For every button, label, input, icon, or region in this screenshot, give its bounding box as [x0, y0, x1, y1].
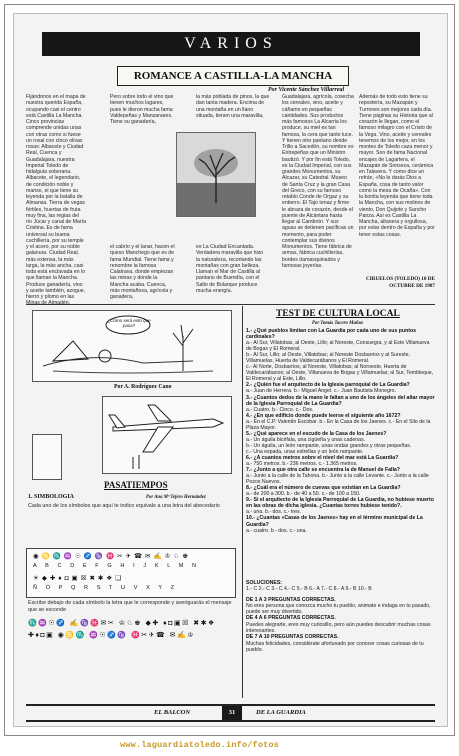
- answer-option: a.- Al Sur, Villatobas, al Oeste, Lillo; al Noreste, Consuegra, y al Este Villanueva de Bogas y El Romeral.: [246, 340, 430, 353]
- article-column-1: Fijándonos en el mapa de nuestra querida España, ocupando casi el centro está Castilla La Mancha. Cinco provincias comprende unidas unas con otras como si fuese un rosal con cinco olivas rosas: Albacete y Ciudad Real, Cuenca y Guadalajara, nuestra Imperial Toledo de hidalguía soberana. Albacete, el legendario, de condición noble y manso, el que tiene su leyenda por la batalla de Almansa. Tierra de vegas fértiles, huertas de fruta muy fina, las regias del río Júcar y canal de María Cristina. Es de fama universal su buena cuchillería, por su temple y el acero, por su noble galanura. Ciudad Real, más extensa, la más larga, la más ancha, casi toda está enclavada en lo que llaman la Mancha. Produce ganadería, vino y aceite también, azogue, hierro y plomo en las: [26, 94, 86, 300]
- tree-photo: [176, 132, 256, 217]
- article-column-2a: Pero sobre todo el vino que tienen muchos lugares, pues le dieron mucha fama Valdepeñas y Manzanares. Tiene su ganadería,: [110, 94, 174, 125]
- solutions-list: 1.- C 2.- C 3.- C 4.- C 5.- B 6.- A 7.- C 8.- A 9.- B 10.- B: [246, 586, 372, 593]
- question: 10.- ¿Cuantas «Casas de los Jaenes» hay en el término municipal de La Guardia?: [246, 515, 423, 528]
- footer-left: EL BALCON: [154, 709, 191, 716]
- letter-row: A B C D E F G H I J K L M N: [33, 563, 200, 569]
- question: 2.- ¿Quién fue el arquitecto de la Iglesia parroquial de La Guardia?: [246, 382, 410, 389]
- score-heading: DE 4 A 6 PREGUNTAS CORRECTAS.: [246, 615, 336, 622]
- solutions-heading: SOLUCIONES:: [246, 580, 283, 586]
- photo-frame: [4, 4, 455, 736]
- page-footer: [26, 704, 435, 722]
- encoded-message: ♏♒☉♐ ✍♑♓✉✂ ♔♘♚ ◆✚ ♦◘▣☒ ✖✱❖ ✚♦◘▣ ◉♋♏ ♒☉♐♑ ♓✂✈☎ ✉✍♔: [28, 620, 216, 639]
- article-title: ROMANCE A CASTILLA-LA MANCHA: [117, 66, 349, 86]
- symbol-row: ◉♋♏♒☉♐♑♓✂✈☎✉✍♔♘♚: [33, 553, 192, 560]
- answer-option: a.- Junto a la calle de la Tahona. b.- Junto a la calle Levante. c.- Junto a la calle Pozos Nuevos.: [246, 473, 429, 486]
- article-column-3a: la más poblada de pinos, la que dan tanta madera. Encima de una montaña en un llano situada, tienen una maravilla,: [196, 94, 270, 119]
- question: 7.- ¿Junto a que otra calle se encuentra la de Manuel de Falla?: [246, 467, 400, 474]
- question: 1.- ¿Qué pueblos limitan con La Guardia por cada uno de sus puntos cardinales?: [246, 328, 417, 341]
- article-column-4: Guadalajara, agrícola, cosecha los cereales, vino, aceite y cáñamo en pequeñas cantidades. Sus productos más famosos La Alcarria los produce, su miel es tan famosa, la cera que tanto luce. Y tienen otro pantano desde Trillo a Sacedón, su nombre es Entrepeñas que un Ministro bautizó. Y por fin está Toledo, es la Ciudad Imperial, con sus grandes Monumentos, su Alcazar, su Catedral. Museo de Santa Cruz y la gran Casa del Greco, con su famoso retablo Conde de Orgaz y su entierro. El Tajo tenaz y firme le abraza de corazón, desde el puente de Alcántara hasta llegar al Cambrón. Y sus aguas se detienen pacíficas un momento, para poder contemplar sus divinos Monumentos. Tiene fábrica de armas, fábrica cuchillerías, bordes damasquinados y famosas joyerías.: [282, 94, 354, 269]
- answer-option: a.- una. b.- dos. c.- tres.: [246, 509, 302, 516]
- airplane-drawing: [102, 396, 232, 474]
- symbol-table: [26, 548, 236, 598]
- answer-option: a.- de 200 a 300. b.- de 40 a 50. c.- de 100 a 150.: [246, 491, 361, 498]
- question: 8.- ¿Cuál era el número de cuevas que existían en La Guardia?: [246, 485, 401, 492]
- score-text: Puedes alegrarte, eres muy curiosillo, pero aún puedes descubrir muchas cosas interesantes.: [246, 621, 431, 635]
- answer-option: a.- cuatro. b.- dos. c.- una.: [246, 527, 307, 534]
- answer-option: b.- Un águila, un león rampante, unas ondas grandes y otras pequeñas.: [246, 442, 412, 449]
- cartoon-drawing: [32, 310, 232, 382]
- score-heading: DE 1 A 3 PREGUNTAS CORRECTAS.: [246, 596, 336, 603]
- test-solutions: [246, 580, 436, 698]
- answer-option: a.- Un águila bicéfala, una cigüeña y unas cadenas.: [246, 436, 366, 443]
- score-text: Muchas felicidades, considérate afortunado por conocer cosas curiosas de tu pueblo.: [246, 640, 424, 653]
- question: 4.- ¿En que edificio donde puede leerse el siguiente año 1672?: [246, 412, 401, 419]
- question: 5.- ¿Qué aparece en el escudo de la Casa de los Jaenes?: [246, 430, 387, 437]
- answer-option: c.- Una espada, unas estrellas y un león rampante.: [246, 448, 364, 455]
- answer-option: c.- Al Norte, Dosbarrios; al Noreste, Villatobas; al Noroeste, Huerta de Valdecarábanos; al Oeste, Villanueva de Bogas y Villamuelas; al Sur, Tembleque, El Romeral y al Este, Lillo.: [246, 364, 434, 383]
- simbologia-intro: Cada uno de los símbolos que aquí te indico equivale a una letra del abecedario: [28, 503, 220, 509]
- test-title: TEST DE CULTURA LOCAL: [276, 309, 400, 319]
- section-header: VARIOS: [42, 32, 420, 56]
- pasatiempos-title: PASATIEMPOS: [104, 480, 168, 490]
- score-text: No eres persona que conozca mucho tu pueblo, animate e indaga en tu pasado, puede ser muy divertido.: [246, 602, 431, 616]
- question: 9.- Si el arquitecto de la Iglesia Parroquial de La Guardia, no hubiese muerto en las obras de dicha iglesia. ¿Cuantas torres hubiese tenido?.: [246, 497, 434, 510]
- simbologia-instruction: Escribe debajo de cada símbolo la letra que le corresponde y averiguarás el mensaje que se escondе: [28, 600, 232, 613]
- cartoon-speech: ¿Cómo será esto que pasa?: [107, 318, 151, 328]
- section-divider: [26, 304, 435, 305]
- answer-option: a.- En el C.P. Valentín Escobar. b.- En la Casa de los Jaenes. c.- En el Silo de la Plaza Mayor.: [246, 418, 431, 431]
- article-column-3b: es La Ciudad Encantada. Verdadera maravilla que hizo la naturaleza, recortando las montañas con gran belleza. Llaman el Mar de Castilla al pantano de Buendía, con el Salto de Bolarque produce mucha energía.: [196, 244, 264, 294]
- simbologia-heading: 1. SIMBOLOGIA: [28, 494, 75, 500]
- column-divider: [242, 306, 243, 698]
- answer-option: b.- Al Sur, Lillo; al Oeste, Villatobas; al Noreste Dosbarrios y al Sureste, Villamuelas, Huerta de Valdecarábanos y El Romeral.: [246, 352, 410, 365]
- page-number: 31: [222, 706, 242, 720]
- article-byline: Por Vicente Sánchez Villarreal: [268, 87, 345, 93]
- answer-option: a.- 750 metros. b.- 236 metros. c.- 1.365 metros.: [246, 461, 358, 468]
- symbol-row: ☀◆✚♦◘▣☒✖✱❖❑: [33, 575, 125, 582]
- pasatiempos-author: Por Ana Mª Tejero Hernández: [146, 495, 206, 500]
- small-drawing: [32, 434, 62, 480]
- watermark-url: www.laguardiatoledo.info/fotos: [120, 740, 280, 750]
- answer-option: a.- Juan de Herrera. b.- Miguel Angel. c.- Juan Bautista Monegro.: [246, 388, 396, 395]
- cartoon-caption: Por A. Rodríguez Cano: [114, 384, 172, 390]
- article-signature: CIRUELOS (TOLEDO) 10 DE OCTUBRE DE 1987: [366, 276, 435, 289]
- score-heading: DE 7 A 10 PREGUNTAS CORRECTAS.: [246, 634, 339, 641]
- test-questions: [246, 328, 436, 560]
- test-author: Por Tomás Tacero Muñoz: [312, 321, 363, 326]
- question: 6.- ¿A cuantos metros sobre el nivel del mar está La Guardia?: [246, 454, 399, 461]
- newspaper-page: [13, 13, 448, 727]
- article-column-2b: el cabrío y el lanar, hacen el queso Manchego que es de fama Mundial. Tiene fama y renombre la famosa Calatrava, donde empiezan las minas y donde la Mancha acaba. Cuenca, más montañosa, agrícola y ganadera,: [110, 244, 175, 300]
- article-column-5: Además de todo esto tiene su repostería, su Mazapán y Turrones son mejores cada día. Tiene páginas su Historia que al corazón le llegan, como el famoso milagro con el Cristo de la Vega. Vino, aceite y cereales tenemos de los mejor, en los montes de Toledo caza menor y mayor. Son de fama Nacional encajes de Lagartera, el Mazapán de Sonseca, cerámica en Talavera. Y como dice un refrán, «No le darás Dios a España, cosa de tanto valor como la mesa de Ocaña». Con la bonita leyenda que tiene toda la Mancha, con sus molinos de viento, Don Quijote y Sancho Panza. Así es Castilla La Mancha, altanera y orgullosa, por estar dentro de España y por tener estas cosas.: [359, 94, 435, 238]
- letter-row: Ñ O P Q R S T U V X Y Z: [33, 585, 178, 591]
- answer-option: a.- Cuatro. b.- Cinco. c.- Dos.: [246, 406, 314, 413]
- question: 3.- ¿Cuantos dedos de la mano le faltan a uno de los ángeles del altar mayor de la Iglesia Parroquial de La Guardia?: [246, 394, 435, 407]
- footer-right: DE LA GUARDIA: [256, 709, 306, 716]
